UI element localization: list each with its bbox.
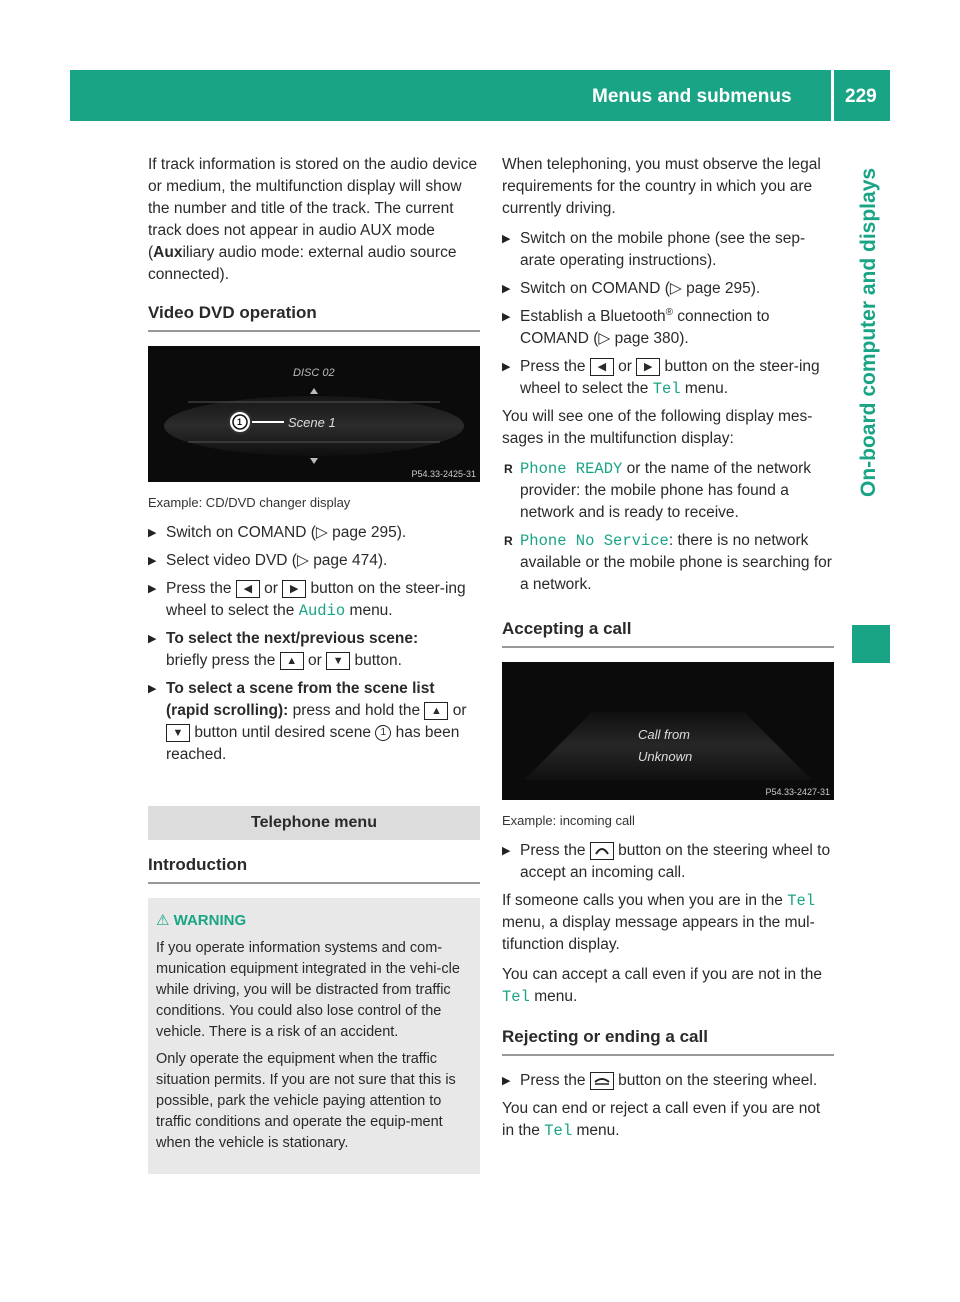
- video-dvd-heading: Video DVD operation: [148, 302, 480, 332]
- step-select-tel-menu: ▶ Press the ◀ or ▶ button on the steer-ing wheel to select the Tel menu.: [502, 356, 834, 400]
- left-column: [148, 154, 480, 1174]
- down-arrow-key-icon: ▼: [326, 652, 350, 670]
- step-scene-list: ▶ To select a scene from the scene list (rapid scrolling): press and hold the ▲ or ▼ button until desired scene 1 has been reached.: [148, 678, 480, 766]
- rejecting-call-heading: Rejecting or ending a call: [502, 1026, 834, 1056]
- page-reference-arrow-icon: ▷: [315, 524, 333, 541]
- introduction-heading: Introduction: [148, 854, 480, 884]
- caller-name-label: Unknown: [638, 749, 693, 764]
- tel-menu-paragraph: If someone calls you when you are in the Tel menu, a display message appears in the mul-tifunction display.: [502, 892, 816, 953]
- end-anywhere-paragraph: You can end or reject a call even if you are not in the Tel menu.: [502, 1100, 821, 1140]
- call-caption: Example: incoming call: [502, 813, 635, 828]
- down-arrow-key-icon: ▼: [166, 724, 190, 742]
- step-bluetooth: ▶ Establish a Bluetooth® connection to COMAND (▷ page 380).: [502, 306, 834, 350]
- warning-box: [148, 898, 480, 1174]
- telephone-menu-band: Telephone menu: [148, 806, 480, 840]
- scene-marker-icon: 1: [375, 725, 391, 741]
- step-select-audio-menu: ▶ Press the ◀ or ▶ button on the steer-ing wheel to select the Audio menu.: [148, 578, 480, 622]
- dvd-scene-label: Scene 1: [288, 415, 336, 430]
- step-reject-call: ▶ Press the button on the steering wheel.: [502, 1070, 834, 1092]
- legal-paragraph: When telephoning, you must observe the legal requirements for the country in which you are currently driving.: [502, 156, 821, 217]
- header-divider: [831, 70, 834, 121]
- step-switch-on-phone: ▶ Switch on the mobile phone (see the sep-arate operating instructions).: [502, 228, 834, 272]
- right-arrow-key-icon: ▶: [636, 358, 660, 376]
- dvd-disc-label: DISC 02: [293, 367, 335, 379]
- page-reference-arrow-icon: ▷: [669, 280, 687, 297]
- accept-anywhere-paragraph: You can accept a call even if you are not in the Tel menu.: [502, 966, 822, 1006]
- warning-paragraph-2: Only operate the equipment when the traffic situation permits. If you are not sure that this is possible, park the vehicle paying attention to traffic conditions and operate the equip-ment when the vehicle is stationary.: [156, 1051, 456, 1151]
- left-arrow-key-icon: ◀: [590, 358, 614, 376]
- chapter-tab-block: [852, 625, 890, 663]
- phone-accept-icon: [590, 842, 614, 860]
- page-number: 229: [845, 86, 877, 107]
- page-reference-arrow-icon: ▷: [296, 552, 314, 569]
- step-switch-on-comand: ▶ Switch on COMAND (▷ page 295).: [148, 522, 480, 544]
- step-switch-on-comand: ▶ Switch on COMAND (▷ page 295).: [502, 278, 834, 300]
- up-arrow-key-icon: ▲: [280, 652, 304, 670]
- dvd-display-image: [148, 346, 480, 482]
- warning-paragraph-1: If you operate information systems and com-munication equipment integrated in the vehi-cle while driving, you will be distracted from traffic conditions. You could also lose control of the vehicle. There is a risk of an accident.: [156, 940, 460, 1040]
- step-accept-call: ▶ Press the button on the steering wheel to accept an incoming call.: [502, 840, 834, 884]
- call-from-label: Call from: [638, 727, 691, 742]
- warning-triangle-icon: ⚠: [156, 912, 174, 929]
- right-column: [502, 154, 834, 1150]
- call-image-code: P54.33-2427-31: [765, 787, 830, 797]
- right-arrow-key-icon: ▶: [282, 580, 306, 598]
- bullet-phone-no-service: R Phone No Service: there is no network available or the mobile phone is searching for a network.: [502, 530, 834, 596]
- incoming-call-image: [502, 662, 834, 800]
- step-select-video-dvd: ▶ Select video DVD (▷ page 474).: [148, 550, 480, 572]
- phone-reject-icon: [590, 1072, 614, 1090]
- dvd-caption: Example: CD/DVD changer display: [148, 495, 351, 510]
- page-reference-arrow-icon: ▷: [598, 330, 615, 347]
- dvd-image-marker: 1: [237, 417, 243, 427]
- section-title: Menus and submenus: [592, 86, 792, 107]
- accepting-call-heading: Accepting a call: [502, 618, 834, 648]
- up-arrow-key-icon: ▲: [424, 702, 448, 720]
- bullet-phone-ready: R Phone READY or the name of the network provider: the mobile phone has found a network and is ready to receive.: [502, 458, 834, 524]
- step-next-previous-scene: ▶ To select the next/previous scene: briefly press the ▲ or ▼ button.: [148, 628, 480, 672]
- warning-title: ⚠ WARNING: [156, 912, 247, 929]
- display-messages-paragraph: You will see one of the following display mes-sages in the multifunction display:: [502, 408, 813, 447]
- chapter-tab: On-board computer and displays: [857, 168, 880, 498]
- left-arrow-key-icon: ◀: [236, 580, 260, 598]
- intro-paragraph: If track information is stored on the audio device or medium, the multifunction display will show the number and title of the track. The current track does not appear in audio AUX mode (Auxiliary audio mode: external audio source connected).: [148, 156, 478, 283]
- dvd-image-code: P54.33-2425-31: [411, 469, 476, 479]
